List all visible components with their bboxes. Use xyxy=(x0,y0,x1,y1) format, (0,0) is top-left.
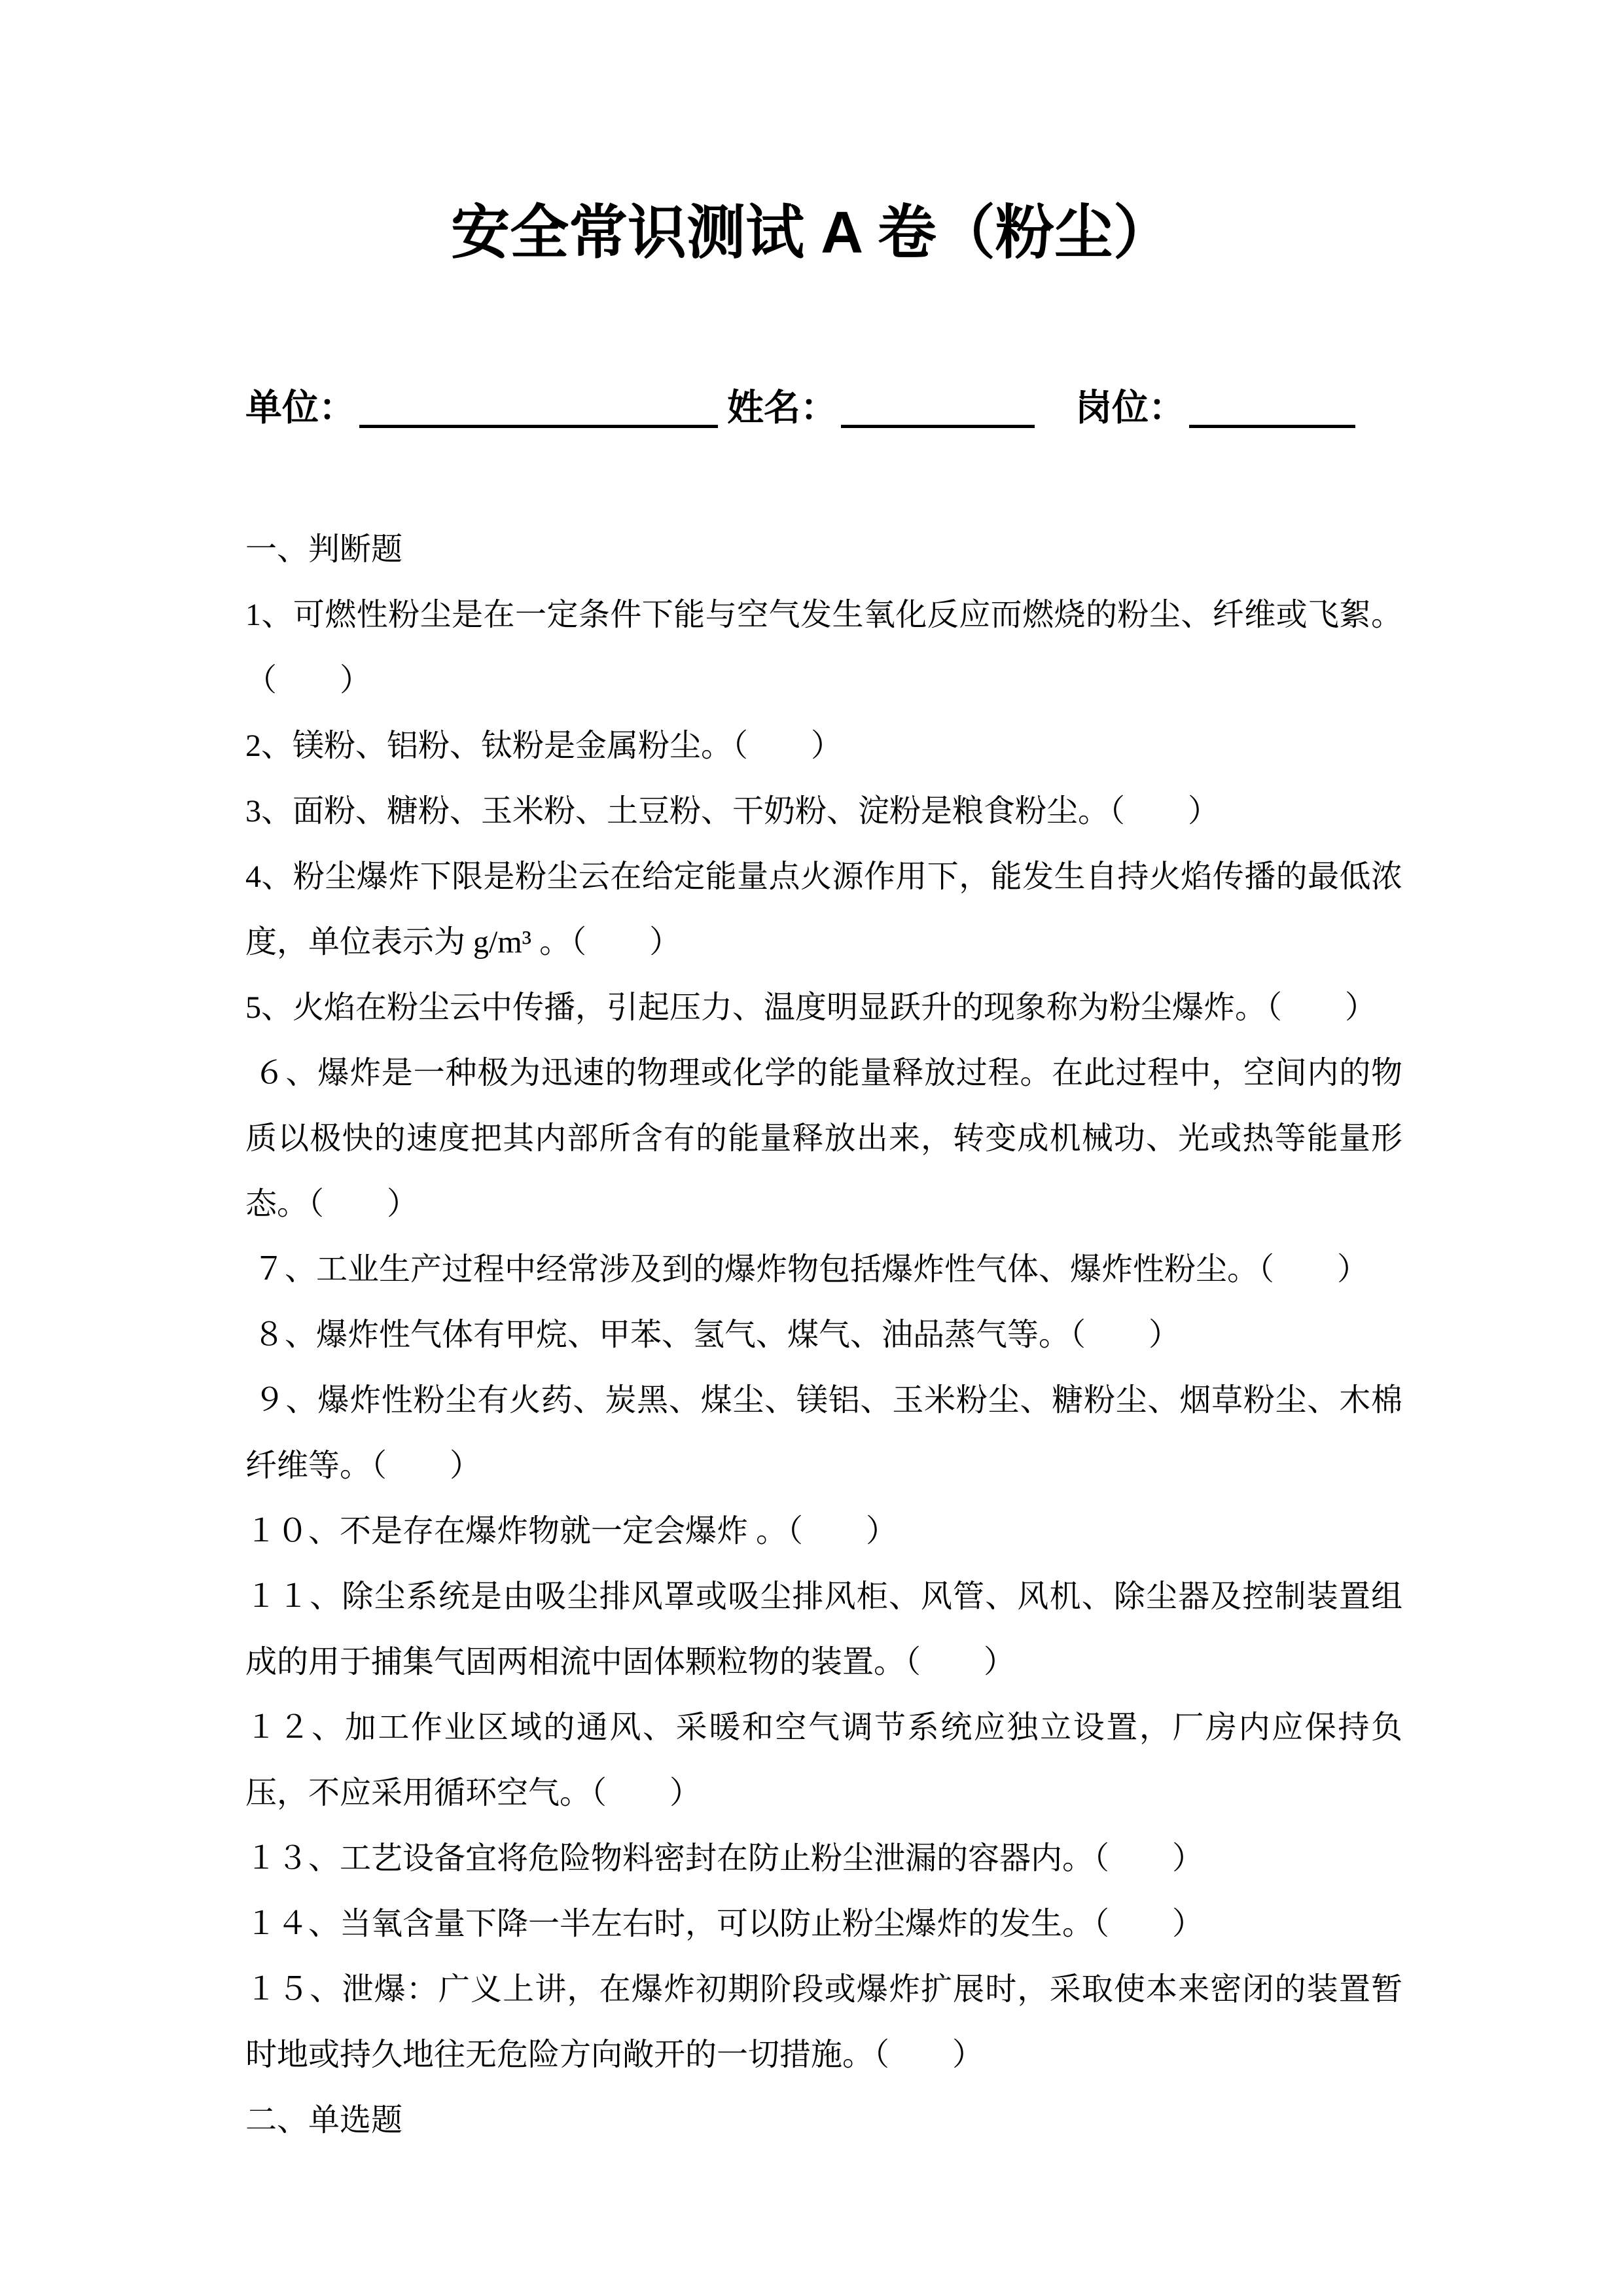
question-12: １２、加工作业区域的通风、采暖和空气调节系统应独立设置，厂房内应保持负压，不应采用循环空气。（ ） xyxy=(245,1710,1402,1810)
question-10: １０、不是存在爆炸物就一定会爆炸 。（ ） xyxy=(245,1514,898,1549)
name-label: 姓名： xyxy=(727,387,837,428)
question-9: ９、爆炸性粉尘有火药、炭黑、煤尘、镁铝、玉米粉尘、糖粉尘、烟草粉尘、木棉纤维等。（ ） xyxy=(245,1383,1402,1483)
question-11: １１、除尘系统是由吸尘排风罩或吸尘排风柜、风管、风机、除尘器及控制装置组成的用于捕集气固两相流中固体颗粒物的装置。（ ） xyxy=(245,1579,1402,1679)
question-15: １５、泄爆：广义上讲，在爆炸初期阶段或爆炸扩展时，采取使本来密闭的装置暂时地或持久地往无危险方向敞开的一切措施。（ ） xyxy=(245,1972,1402,2072)
info-fields-row xyxy=(245,378,1404,437)
question-1: 1、可燃性粉尘是在一定条件下能与空气发生氧化反应而燃烧的粉尘、纤维或飞絮。（ ） xyxy=(245,598,1402,698)
question-8: ８、爆炸性气体有甲烷、甲苯、氢气、煤气、油品蒸气等。（ ） xyxy=(245,1318,1181,1352)
unit-blank-field[interactable] xyxy=(359,386,718,428)
post-blank-field[interactable] xyxy=(1189,386,1355,428)
question-body xyxy=(245,517,1402,2153)
page-title: 安全常识测试 A 卷（粉尘） xyxy=(451,200,1172,266)
section-heading-single-choice: 二、单选题 xyxy=(245,2103,403,2138)
question-2: 2、镁粉、铝粉、钛粉是金属粉尘。（ ） xyxy=(245,728,843,763)
question-3: 3、面粉、糖粉、玉米粉、土豆粉、干奶粉、淀粉是粮食粉尘。（ ） xyxy=(245,794,1220,829)
question-6: ６、爆炸是一种极为迅速的物理或化学的能量释放过程。在此过程中，空间内的物质以极快的速度把其内部所含有的能量释放出来，转变成机械功、光或热等能量形态。（ ） xyxy=(245,1056,1402,1221)
question-7: ７、工业生产过程中经常涉及到的爆炸物包括爆炸性气体、爆炸性粉尘。（ ） xyxy=(245,1252,1369,1287)
unit-label: 单位： xyxy=(245,387,355,428)
question-14: １４、当氧含量下降一半左右时，可以防止粉尘爆炸的发生。（ ） xyxy=(245,1907,1204,1941)
question-4: 4、粉尘爆炸下限是粉尘云在给定能量点火源作用下，能发生自持火焰传播的最低浓度，单位表示为 g/m³ 。（ ） xyxy=(245,859,1402,960)
post-label: 岗位： xyxy=(1075,387,1185,428)
question-5: 5、火焰在粉尘云中传播，引起压力、温度明显跃升的现象称为粉尘爆炸。（ ） xyxy=(245,990,1377,1025)
section-heading-judgement: 一、判断题 xyxy=(245,532,403,567)
name-blank-field[interactable] xyxy=(841,386,1035,428)
question-13: １３、工艺设备宜将危险物料密封在防止粉尘泄漏的容器内。（ ） xyxy=(245,1841,1204,1876)
